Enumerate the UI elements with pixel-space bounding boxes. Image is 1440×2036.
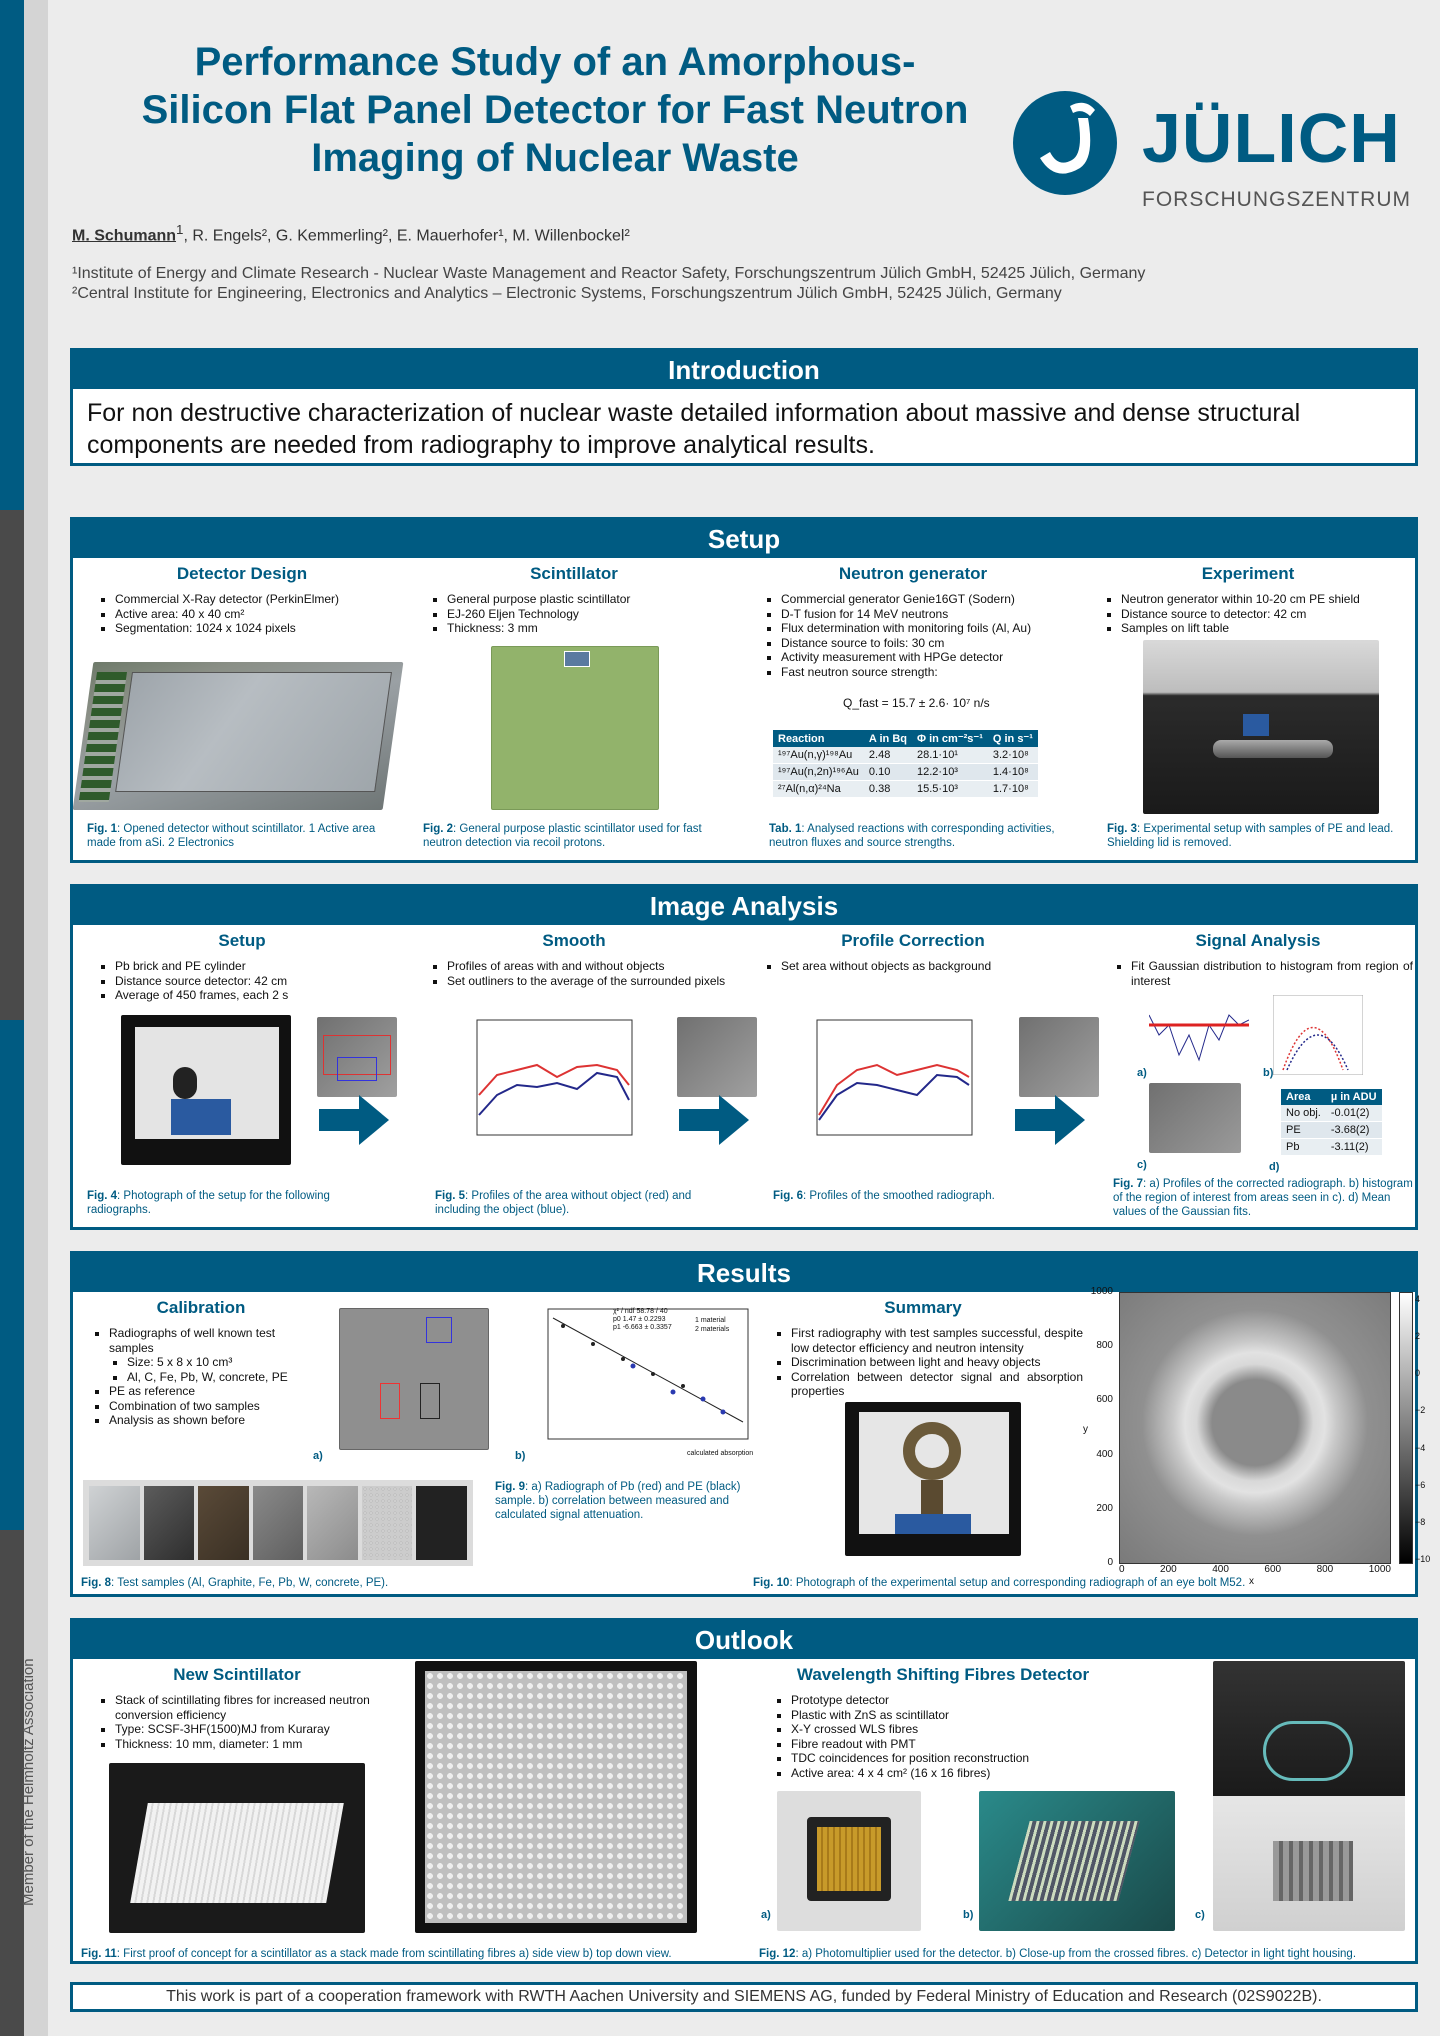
- new-scintillator-column: [87, 1665, 387, 1751]
- section-results: [70, 1251, 1431, 1597]
- table-cell: Pb: [1281, 1139, 1326, 1156]
- list-item: ▪ Average of 450 frames, each 2 s: [115, 988, 397, 1003]
- caption-text: : Experimental setup with samples of PE and lead. Shielding lid is removed.: [1107, 823, 1394, 849]
- figure-caption: [1113, 1177, 1413, 1219]
- test-samples-photo: [83, 1480, 473, 1566]
- table-cell: PE: [1281, 1122, 1326, 1139]
- summary-column: [763, 1298, 1083, 1399]
- bullet-list: [763, 1693, 1123, 1780]
- table-header: Area: [1281, 1089, 1326, 1105]
- table-cell: No obj.: [1281, 1105, 1326, 1122]
- sublabel-c: c): [1137, 1159, 1147, 1171]
- table-cell: -3.68(2): [1326, 1122, 1382, 1139]
- section-title: Image Analysis: [73, 887, 1415, 925]
- figure-label: Fig. 1: [87, 823, 118, 835]
- list-item: ▪ Set area without objects as background: [781, 959, 1073, 974]
- analysis-setup-column: [87, 931, 397, 1003]
- fibre-stack-side-photo: [109, 1763, 365, 1933]
- column-title: Scintillator: [530, 564, 618, 583]
- scintillator-column: [419, 564, 729, 636]
- list-item: ▪ Pb brick and PE cylinder: [115, 959, 397, 974]
- table-row: [773, 764, 1038, 781]
- section-title: Setup: [73, 520, 1415, 558]
- experiment-photo: [1143, 640, 1379, 814]
- figure-caption: [769, 822, 1069, 850]
- list-item: ▪ TDC coincidences for position reconstruction: [791, 1751, 1123, 1766]
- sublabel-a: a): [313, 1450, 323, 1462]
- list-item: ▪ PE as reference: [109, 1384, 321, 1399]
- list-item: ▪ Distance source to detector: 42 cm: [1121, 607, 1403, 622]
- x-axis-ticks: [1119, 1564, 1391, 1575]
- author-list: [72, 222, 630, 245]
- sidebar: [0, 0, 48, 2036]
- table-cell: 0.38: [864, 781, 912, 798]
- figure-caption: [87, 1189, 387, 1217]
- legend-entry: 1 material: [695, 1317, 726, 1324]
- sample-graphite: [144, 1486, 195, 1560]
- table-row: [773, 747, 1038, 764]
- source-strength-equation: Q_fast = 15.7 ± 2.6· 10⁷ n/s: [843, 696, 990, 710]
- list-item: ▪ Profiles of areas with and without objects: [447, 959, 729, 974]
- tick-label: −6: [1415, 1479, 1426, 1490]
- profile-correction-column: [753, 931, 1073, 974]
- list-item: ▪ Correlation between detector signal and absorption properties: [791, 1370, 1083, 1399]
- list-item: ▪ EJ-260 Eljen Technology: [447, 607, 729, 622]
- list-item: ▪ Flux determination with monitoring foils (Al, Au): [781, 621, 1073, 636]
- figure-label: Fig. 5: [435, 1190, 466, 1202]
- table-cell: ¹⁹⁷Au(n,2n)¹⁹⁶Au: [773, 764, 864, 781]
- tick-label: 1000: [1368, 1564, 1391, 1575]
- bullet-list: [87, 592, 397, 636]
- tick-label: 800: [1096, 1340, 1113, 1352]
- detector-photo: [73, 662, 404, 810]
- other-authors: , R. Engels², G. Kemmerling², E. Mauerhofer¹, M. Willenbockel²: [183, 227, 630, 245]
- table-cell: ²⁷Al(n,α)²⁴Na: [773, 781, 864, 798]
- figure-label: Fig. 3: [1107, 823, 1138, 835]
- table-header: A in Bq: [864, 730, 912, 747]
- sublabel-a: a): [1137, 1067, 1147, 1079]
- caption-text: : First proof of concept for a scintillator as a stack made from scintillating fibres a) side view b) top down view.: [116, 1948, 672, 1960]
- table-row: [1281, 1139, 1382, 1156]
- tick-label: 200: [1160, 1564, 1177, 1575]
- sublabel-b: b): [1263, 1067, 1274, 1079]
- x-axis-label: calculated absorption: [687, 1450, 754, 1457]
- wls-column: [763, 1665, 1123, 1780]
- table-cell: 2.48: [864, 747, 912, 764]
- list-item: ▪ Set outliners to the average of the surrounded pixels: [447, 974, 729, 989]
- tick-label: 0: [1415, 1368, 1421, 1379]
- caption-text: : Profiles of the area without object (red) and including the object (blue).: [435, 1190, 692, 1216]
- sample-al: [89, 1486, 140, 1560]
- column-title: Detector Design: [176, 564, 308, 583]
- list-item: ▪ First radiography with test samples successful, despite low detector efficiency and neutron intensity: [791, 1326, 1083, 1355]
- experiment-column: [1093, 564, 1403, 636]
- list-item: ▪ Thickness: 10 mm, diameter: 1 mm: [115, 1737, 387, 1752]
- bullet-list: [753, 959, 1073, 974]
- figure-caption: [435, 1189, 725, 1217]
- sublabel-a: a): [761, 1909, 771, 1921]
- list-item: ▪ Analysis as shown before: [109, 1413, 321, 1428]
- signal-analysis-column: [1103, 931, 1413, 988]
- figure-label: Fig. 7: [1113, 1178, 1144, 1190]
- affiliation-2: ²Central Institute for Engineering, Electronics and Analytics – Electronic Systems, Forschungszentrum Jülich GmbH, 52425 Jülich, Germany: [72, 285, 1062, 302]
- juelich-logo: [1010, 88, 1411, 218]
- arrow-right-icon: [319, 1095, 389, 1145]
- figure-label: Fig. 11: [81, 1948, 117, 1960]
- sample-holder: [1243, 714, 1269, 736]
- scintillator-label: [564, 651, 590, 667]
- sidebar-band-gray: [0, 510, 24, 1020]
- list-item: ▪ Fibre readout with PMT: [791, 1737, 1123, 1752]
- tick-label: 0: [1107, 1556, 1113, 1568]
- caption-text: : Photograph of the experimental setup and corresponding radiograph of an eye bolt M52.: [789, 1577, 1246, 1589]
- juelich-logo-icon: [1010, 88, 1130, 198]
- list-item: ▪ Segmentation: 1024 x 1024 pixels: [115, 621, 397, 636]
- table-row: [1281, 1105, 1382, 1122]
- bullet-list: [419, 592, 729, 636]
- sample-fe: [198, 1486, 249, 1560]
- figure-caption: [759, 1947, 1399, 1961]
- bullet-list: [753, 592, 1073, 679]
- column-title: Experiment: [1201, 564, 1295, 583]
- section-title: Outlook: [73, 1621, 1415, 1659]
- figure-label: Fig. 6: [773, 1190, 804, 1202]
- table-cell: 15.5·10³: [912, 781, 988, 798]
- table-cell: 28.1·10¹: [912, 747, 988, 764]
- tick-label: −4: [1415, 1442, 1426, 1453]
- figure-caption: [81, 1947, 721, 1961]
- list-item: ▪ Type: SCSF-3HF(1500)MJ from Kuraray: [115, 1722, 387, 1737]
- pe-roi: [420, 1383, 440, 1419]
- fig7c-radiograph: [1149, 1083, 1241, 1153]
- column-title: Calibration: [156, 1298, 246, 1317]
- list-item: ▪ Commercial X-Ray detector (PerkinElmer): [115, 592, 397, 607]
- caption-text: : Analysed reactions with corresponding activities, neutron fluxes and source strengths.: [769, 823, 1055, 849]
- fibre-bundle: [1263, 1721, 1353, 1781]
- sublabel-d: d): [1269, 1161, 1280, 1173]
- bullet-list: [87, 1693, 387, 1751]
- tick-label: 600: [1096, 1394, 1113, 1406]
- x-axis-label: x: [1249, 1576, 1254, 1587]
- title-line-1: Performance Study of an Amorphous-: [194, 40, 916, 84]
- legend-entry: 2 materials: [695, 1326, 730, 1333]
- list-item: ▪ Al, C, Fe, Pb, W, concrete, PE: [127, 1370, 321, 1385]
- tick-label: 200: [1096, 1502, 1113, 1514]
- section-setup: [70, 517, 1418, 863]
- pb-roi: [380, 1383, 400, 1419]
- smooth-column: [419, 931, 729, 988]
- list-item: ▪ Size: 5 x 8 x 10 cm³: [127, 1355, 321, 1370]
- table-cell: 0.10: [864, 764, 912, 781]
- radiograph-thumb: [1019, 1017, 1099, 1097]
- fit-text: p1 -6.663 ± 0.3357: [613, 1324, 672, 1331]
- roi-box-blue: [337, 1057, 377, 1081]
- caption-text: : Test samples (Al, Graphite, Fe, Pb, W, concrete, PE).: [111, 1577, 389, 1589]
- tick-label: −2: [1415, 1405, 1426, 1416]
- tick-label: 800: [1316, 1564, 1334, 1575]
- section-title: Introduction: [73, 351, 1415, 389]
- figure-label: Fig. 10: [753, 1577, 790, 1589]
- smooth-profile-plot: [457, 1015, 637, 1155]
- table-cell: 1.7·10⁸: [988, 781, 1038, 798]
- figure-label: Fig. 4: [87, 1190, 118, 1202]
- detector-design-column: [87, 564, 397, 636]
- gaussian-fit-table: [1281, 1089, 1382, 1156]
- lead-author: M. Schumann: [72, 227, 177, 245]
- sample-pe: [416, 1486, 467, 1560]
- list-item: ▪ Distance source detector: 42 cm: [115, 974, 397, 989]
- fit-text: χ² / ndf 58.78 / 40: [613, 1308, 668, 1315]
- sample-pb: [253, 1486, 304, 1560]
- neutron-generator-column: [753, 564, 1073, 679]
- sub-bullet-list: [109, 1355, 321, 1384]
- table-row: [1281, 1122, 1382, 1139]
- lift-table: [895, 1514, 971, 1534]
- corrected-profile-plot: [797, 1015, 977, 1155]
- caption-text: : a) Radiograph of Pb (red) and PE (black) sample. b) correlation between measured and calculated signal attenuation.: [495, 1481, 741, 1521]
- y-axis-label: y: [1083, 1424, 1088, 1435]
- radiograph-thumb: [317, 1017, 397, 1097]
- list-item: ▪ Stack of scintillating fibres for increased neutron conversion efficiency: [115, 1693, 387, 1722]
- reference-roi: [426, 1317, 452, 1343]
- fit-parameters: [613, 1308, 672, 1332]
- caption-text: : General purpose plastic scintillator used for fast neutron detection via recoil protons.: [423, 823, 702, 849]
- section-introduction: [70, 348, 1418, 466]
- list-item: ▪ Radiographs of well known test samples: [109, 1326, 321, 1355]
- eye-bolt-setup-photo: [845, 1402, 1021, 1556]
- table-header: µ in ADU: [1326, 1089, 1382, 1105]
- pmt-photo: [777, 1791, 921, 1931]
- fig7a-profile-plot: [1149, 995, 1249, 1075]
- sublabel-b: b): [963, 1909, 974, 1921]
- caption-text: : a) Photomultiplier used for the detector. b) Close-up from the crossed fibres. c) Detector in light tight housing.: [795, 1948, 1357, 1960]
- affiliation-1: ¹Institute of Energy and Climate Research - Nuclear Waste Management and Reactor Safety, Forschungszentrum Jülich GmbH, 52425 Jülich, Germany: [72, 265, 1146, 282]
- pmt-window: [817, 1827, 881, 1891]
- figure-label: Fig. 9: [495, 1481, 526, 1493]
- list-item: ▪ Commercial generator Genie16GT (Sodern): [781, 592, 1073, 607]
- plot-legend: [695, 1316, 729, 1334]
- list-item: ▪ Active area: 4 x 4 cm² (16 x 16 fibres): [791, 1766, 1123, 1781]
- list-item: ▪ Thickness: 3 mm: [447, 621, 729, 636]
- column-title: Summary: [884, 1298, 962, 1317]
- sublabel-b: b): [515, 1450, 526, 1462]
- tick-label: 0: [1119, 1564, 1125, 1575]
- list-item: ▪ Distance source to foils: 30 cm: [781, 636, 1073, 651]
- pe-cylinder: [173, 1067, 197, 1099]
- table-cell: 1.4·10⁸: [988, 764, 1038, 781]
- bullet-list: [1093, 592, 1403, 636]
- bullet-list: [1103, 959, 1413, 988]
- list-item: ▪ General purpose plastic scintillator: [447, 592, 729, 607]
- column-title: Profile Correction: [841, 931, 985, 950]
- tick-label: 4: [1415, 1294, 1421, 1304]
- title-line-3: Imaging of Nuclear Waste: [311, 136, 799, 180]
- tick-label: 2: [1415, 1331, 1421, 1342]
- bullet-list: [419, 959, 729, 988]
- figure-label: Fig. 12: [759, 1948, 796, 1960]
- fibre-stack-top-photo: [415, 1661, 697, 1933]
- bullet-list: [87, 959, 397, 1003]
- generator-tube: [1213, 740, 1333, 758]
- tick-label: 400: [1096, 1448, 1113, 1460]
- column-title: New Scintillator: [173, 1665, 301, 1684]
- sublist-container: [109, 1355, 321, 1384]
- reaction-table: [773, 730, 1038, 798]
- bullet-list: [763, 1326, 1083, 1399]
- sample-concrete: [362, 1486, 413, 1560]
- list-item: ▪ Discrimination between light and heavy objects: [791, 1355, 1083, 1370]
- column-title: Smooth: [542, 931, 606, 950]
- sublabel-c: c): [1195, 1909, 1205, 1921]
- logo-wordmark: JÜLICH: [1142, 99, 1401, 177]
- arrow-right-icon: [1015, 1095, 1085, 1145]
- list-item: ▪ Neutron generator within 10-20 cm PE shield: [1121, 592, 1403, 607]
- scintillator-photo: [491, 646, 659, 810]
- table-header: Reaction: [773, 730, 864, 747]
- fig7b-histogram-plot: [1273, 995, 1363, 1075]
- fibre-stack-side: [130, 1803, 344, 1903]
- tick-label: −10: [1415, 1553, 1431, 1564]
- housing-photo: [1213, 1661, 1405, 1931]
- table-cell: -0.01(2): [1326, 1105, 1382, 1122]
- fibres-closeup-photo: [979, 1791, 1175, 1931]
- table-cell: 3.2·10⁸: [988, 747, 1038, 764]
- tick-label: 600: [1264, 1564, 1282, 1575]
- funding-footer: This work is part of a cooperation framework with RWTH Aachen University and SIEMENS AG, funded by Federal Ministry of Education and Research (02S9022B).: [70, 1982, 1418, 2012]
- list-item: ▪ Combination of two samples: [109, 1399, 321, 1414]
- table-cell: 12.2·10³: [912, 764, 988, 781]
- figure-caption: [1107, 822, 1407, 850]
- column-title: Setup: [218, 931, 266, 950]
- section-outlook: [70, 1618, 1418, 1964]
- sidebar-band-blue-2: [0, 1020, 24, 1530]
- sample-w: [307, 1486, 358, 1560]
- caption-text: : Profiles of the smoothed radiograph.: [803, 1190, 995, 1202]
- arrow-right-icon: [679, 1095, 749, 1145]
- title-line-2: Silicon Flat Panel Detector for Fast Neutron: [141, 88, 969, 132]
- affiliations: [72, 264, 1145, 304]
- figure-label: Fig. 2: [423, 823, 454, 835]
- caption-text: : a) Profiles of the corrected radiograph. b) histogram of the region of interest from areas seen in c). d) Mean values of the Gaussian fits.: [1113, 1178, 1413, 1218]
- list-item: ▪ Samples on lift table: [1121, 621, 1403, 636]
- sidebar-band-blue: [0, 0, 24, 510]
- fibre-stack-top: [425, 1671, 687, 1923]
- column-title: Neutron generator: [838, 564, 988, 583]
- figure-label: Fig. 8: [81, 1577, 112, 1589]
- section-title: Results: [73, 1254, 1415, 1292]
- list-item: ▪ X-Y crossed WLS fibres: [791, 1722, 1123, 1737]
- fig10-radiograph: [1119, 1292, 1391, 1564]
- radiograph-thumb: [677, 1017, 757, 1097]
- caption-text: : Photograph of the setup for the following radiographs.: [87, 1190, 330, 1216]
- table-cell: ¹⁹⁷Au(n,γ)¹⁹⁸Au: [773, 747, 864, 764]
- bullet-list: [81, 1326, 321, 1428]
- table-header: Q in s⁻¹: [988, 730, 1038, 747]
- list-item: ▪ Active area: 40 x 40 cm²: [115, 607, 397, 622]
- poster-title: [80, 38, 1030, 182]
- helmholtz-label: Member of the Helmholtz Association: [20, 1658, 37, 1906]
- table-header: Φ in cm⁻²s⁻¹: [912, 730, 988, 747]
- list-item: ▪ Fit Gaussian distribution to histogram from region of interest: [1131, 959, 1413, 988]
- crossed-fibres: [1008, 1821, 1139, 1901]
- column-title: Wavelength Shifting Fibres Detector: [796, 1665, 1090, 1684]
- figure-caption: [773, 1189, 1073, 1203]
- active-area: [115, 672, 392, 792]
- connectors: [1273, 1841, 1353, 1901]
- fig9a-radiograph: [339, 1308, 489, 1450]
- calibration-column: [81, 1298, 321, 1428]
- colorbar: [1399, 1292, 1413, 1564]
- caption-text: : Opened detector without scintillator. 1 Active area made from aSi. 2 Electronics: [87, 823, 376, 849]
- figure-caption: [423, 822, 723, 850]
- analysis-setup-photo: [121, 1015, 291, 1165]
- column-title: Signal Analysis: [1195, 931, 1321, 950]
- eye-bolt: [903, 1422, 961, 1480]
- figure-caption: [87, 822, 387, 850]
- figure-caption: [81, 1576, 481, 1590]
- figure-caption: [495, 1480, 745, 1522]
- figure-label: Tab. 1: [769, 823, 802, 835]
- tick-label: 400: [1212, 1564, 1229, 1575]
- fit-text: p0 1.47 ± 0.2293: [613, 1316, 666, 1323]
- logo-subtitle: FORSCHUNGSZENTRUM: [1142, 188, 1411, 211]
- list-item: ▪ D-T fusion for 14 MeV neutrons: [781, 607, 1073, 622]
- intro-text: For non destructive characterization of nuclear waste detailed information about massive and dense structural components are needed from radiography to improve analytical results.: [87, 399, 1301, 459]
- table-row: [773, 781, 1038, 798]
- list-item: ▪ Activity measurement with HPGe detector: [781, 650, 1073, 665]
- figure-caption: [753, 1576, 1353, 1590]
- list-item: ▪ Fast neutron source strength:: [781, 665, 1073, 680]
- tick-label: 1000: [1090, 1286, 1113, 1297]
- tick-label: −8: [1415, 1516, 1426, 1527]
- lead-author-sup: 1: [176, 222, 184, 237]
- section-image-analysis: [70, 884, 1418, 1230]
- list-item: ▪ Prototype detector: [791, 1693, 1123, 1708]
- colorbar-ticks: [1415, 1294, 1430, 1564]
- list-item: ▪ Plastic with ZnS as scintillator: [791, 1708, 1123, 1723]
- table-cell: -3.11(2): [1326, 1139, 1382, 1156]
- lift-table: [171, 1099, 231, 1135]
